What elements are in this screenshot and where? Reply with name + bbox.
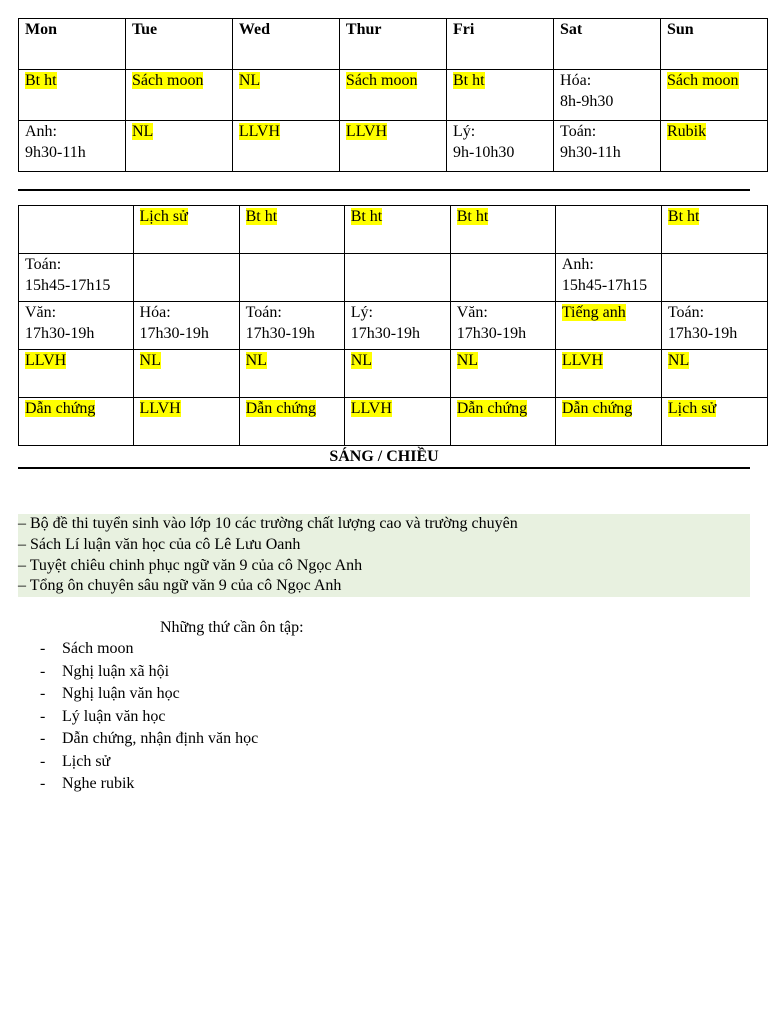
review-list-title: Những thứ cần ôn tập: (160, 619, 304, 636)
schedule-cell (555, 398, 661, 446)
list-item (40, 728, 258, 751)
cell-text: Tiếng anh (561, 304, 626, 321)
session-label: SÁNG / CHIỀU (329, 448, 439, 465)
schedule-cell (19, 121, 126, 172)
cell-text: Sách moon (131, 72, 204, 89)
table-row (19, 302, 768, 350)
table-row (19, 254, 768, 302)
schedule-cell (554, 70, 661, 121)
schedule-cell (344, 254, 450, 302)
cell-text: NL (131, 123, 154, 140)
divider-line (18, 189, 750, 191)
table-row (19, 206, 768, 254)
list-item (40, 751, 258, 774)
resource-list (18, 514, 750, 597)
cell-text: Dẫn chứng (456, 400, 528, 417)
list-item (40, 773, 258, 796)
day-header: Sat (554, 19, 661, 70)
cell-text: Sách moon (345, 72, 418, 89)
schedule-cell (660, 121, 767, 172)
list-bullet: - (40, 662, 46, 680)
day-header: Thur (339, 19, 446, 70)
list-item-text: Dẫn chứng, nhận định văn học (62, 730, 259, 747)
schedule-cell (133, 350, 239, 398)
cell-text: LLVH (238, 123, 281, 140)
cell-text: Rubik (666, 123, 707, 140)
schedule-cell (133, 398, 239, 446)
schedule-cell (555, 206, 661, 254)
list-item (40, 661, 258, 684)
review-list (40, 638, 258, 796)
schedule-cell (661, 350, 767, 398)
schedule-cell (661, 206, 767, 254)
schedule-cell (19, 398, 134, 446)
cell-text: Toán: 15h45-17h15 (25, 256, 111, 294)
list-item-text: Nghị luận xã hội (62, 662, 170, 680)
schedule-cell (133, 302, 239, 350)
table-row (19, 70, 768, 121)
cell-text: Lý: 9h-10h30 (453, 123, 515, 161)
list-bullet: - (40, 775, 46, 792)
schedule-cell (344, 302, 450, 350)
morning-schedule-table (18, 18, 768, 172)
list-item-text: Lịch sử (62, 752, 111, 770)
list-bullet: - (40, 685, 46, 702)
cell-text: LLVH (345, 123, 388, 140)
list-item-text: Sách moon (62, 640, 134, 657)
cell-text: Bt ht (350, 208, 383, 225)
schedule-cell (661, 398, 767, 446)
morning-schedule-body (19, 19, 768, 172)
schedule-cell (133, 206, 239, 254)
day-header-row (19, 19, 768, 70)
cell-text: Bt ht (245, 208, 278, 225)
cell-text: LLVH (139, 400, 181, 417)
cell-text: LLVH (350, 400, 392, 417)
list-item (40, 638, 258, 661)
list-item (40, 706, 258, 729)
cell-text: Lịch sử (667, 400, 717, 417)
cell-text: Sách moon (666, 72, 739, 89)
cell-text: Bt ht (453, 72, 485, 89)
cell-text: Dẫn chứng (245, 400, 317, 417)
cell-text: NL (456, 352, 479, 369)
day-header: Mon (19, 19, 126, 70)
cell-text: Toán: 17h30-19h (667, 304, 738, 342)
cell-text: NL (139, 352, 161, 369)
schedule-cell (555, 350, 661, 398)
resource-item: – Tuyệt chiêu chinh phục ngữ văn 9 của cô Ngọc Anh (18, 556, 363, 574)
cell-text: Hóa: 17h30-19h (139, 304, 209, 342)
cell-text: Anh: 15h45-17h15 (561, 256, 648, 294)
day-header: Fri (447, 19, 554, 70)
schedule-cell (239, 398, 344, 446)
afternoon-schedule-table (18, 205, 768, 446)
schedule-cell (133, 254, 239, 302)
afternoon-schedule-body (19, 206, 768, 446)
schedule-cell (450, 206, 555, 254)
schedule-cell (19, 206, 134, 254)
schedule-cell (555, 254, 661, 302)
cell-text: Văn: 17h30-19h (456, 304, 527, 342)
cell-text: NL (350, 352, 373, 369)
schedule-cell (450, 398, 555, 446)
cell-text: NL (238, 72, 261, 89)
schedule-cell (661, 302, 767, 350)
schedule-cell (344, 350, 450, 398)
list-item-text: Lý luận văn học (62, 707, 166, 725)
cell-text: Toán: 17h30-19h (245, 304, 315, 342)
table-row (19, 398, 768, 446)
day-header: Tue (125, 19, 232, 70)
schedule-cell (447, 121, 554, 172)
schedule-cell (450, 254, 555, 302)
cell-text: NL (667, 352, 690, 369)
schedule-cell (660, 70, 767, 121)
list-bullet: - (40, 707, 46, 725)
schedule-cell (447, 70, 554, 121)
cell-text: Anh: 9h30-11h (25, 123, 86, 161)
resource-item: – Sách Lí luận văn học của cô Lê Lưu Oanh (18, 535, 301, 553)
resource-item: – Bộ đề thi tuyển sinh vào lớp 10 các trường chất lượng cao và trường chuyên (18, 515, 518, 532)
cell-text: Lý: 17h30-19h (350, 304, 421, 342)
schedule-cell (239, 254, 344, 302)
cell-text: LLVH (561, 352, 604, 369)
schedule-cell (554, 121, 661, 172)
day-header: Sun (660, 19, 767, 70)
list-item-text: Nghị luận văn học (62, 685, 180, 702)
schedule-cell (450, 350, 555, 398)
schedule-cell (239, 302, 344, 350)
schedule-cell (19, 254, 134, 302)
divider-line (18, 467, 750, 469)
cell-text: Bt ht (25, 72, 57, 89)
cell-text: Lịch sử (139, 208, 188, 225)
day-header: Wed (232, 19, 339, 70)
list-bullet: - (40, 730, 46, 747)
schedule-cell (344, 398, 450, 446)
cell-text: Dẫn chứng (561, 400, 633, 417)
schedule-cell (339, 70, 446, 121)
schedule-cell (661, 254, 767, 302)
schedule-cell (19, 302, 134, 350)
schedule-cell (232, 121, 339, 172)
schedule-cell (344, 206, 450, 254)
schedule-cell (19, 70, 126, 121)
schedule-cell (125, 121, 232, 172)
schedule-cell (239, 350, 344, 398)
schedule-cell (450, 302, 555, 350)
schedule-cell (232, 70, 339, 121)
cell-text: Bt ht (667, 208, 700, 225)
list-item-text: Nghe rubik (62, 775, 135, 792)
list-bullet: - (40, 640, 46, 657)
cell-text: Văn: 17h30-19h (25, 304, 95, 342)
schedule-cell (555, 302, 661, 350)
schedule-cell (239, 206, 344, 254)
cell-text: Bt ht (456, 208, 489, 225)
table-row (19, 121, 768, 172)
list-item (40, 683, 258, 706)
cell-text: Dẫn chứng (25, 400, 96, 417)
cell-text: NL (245, 352, 267, 369)
resource-item: – Tổng ôn chuyên sâu ngữ văn 9 của cô Ngọc Anh (18, 577, 342, 595)
list-bullet: - (40, 752, 46, 770)
cell-text: LLVH (25, 352, 67, 369)
cell-text: Hóa: 8h-9h30 (560, 72, 614, 110)
schedule-cell (19, 350, 134, 398)
schedule-cell (339, 121, 446, 172)
table-row (19, 350, 768, 398)
schedule-cell (125, 70, 232, 121)
cell-text: Toán: 9h30-11h (560, 123, 621, 161)
